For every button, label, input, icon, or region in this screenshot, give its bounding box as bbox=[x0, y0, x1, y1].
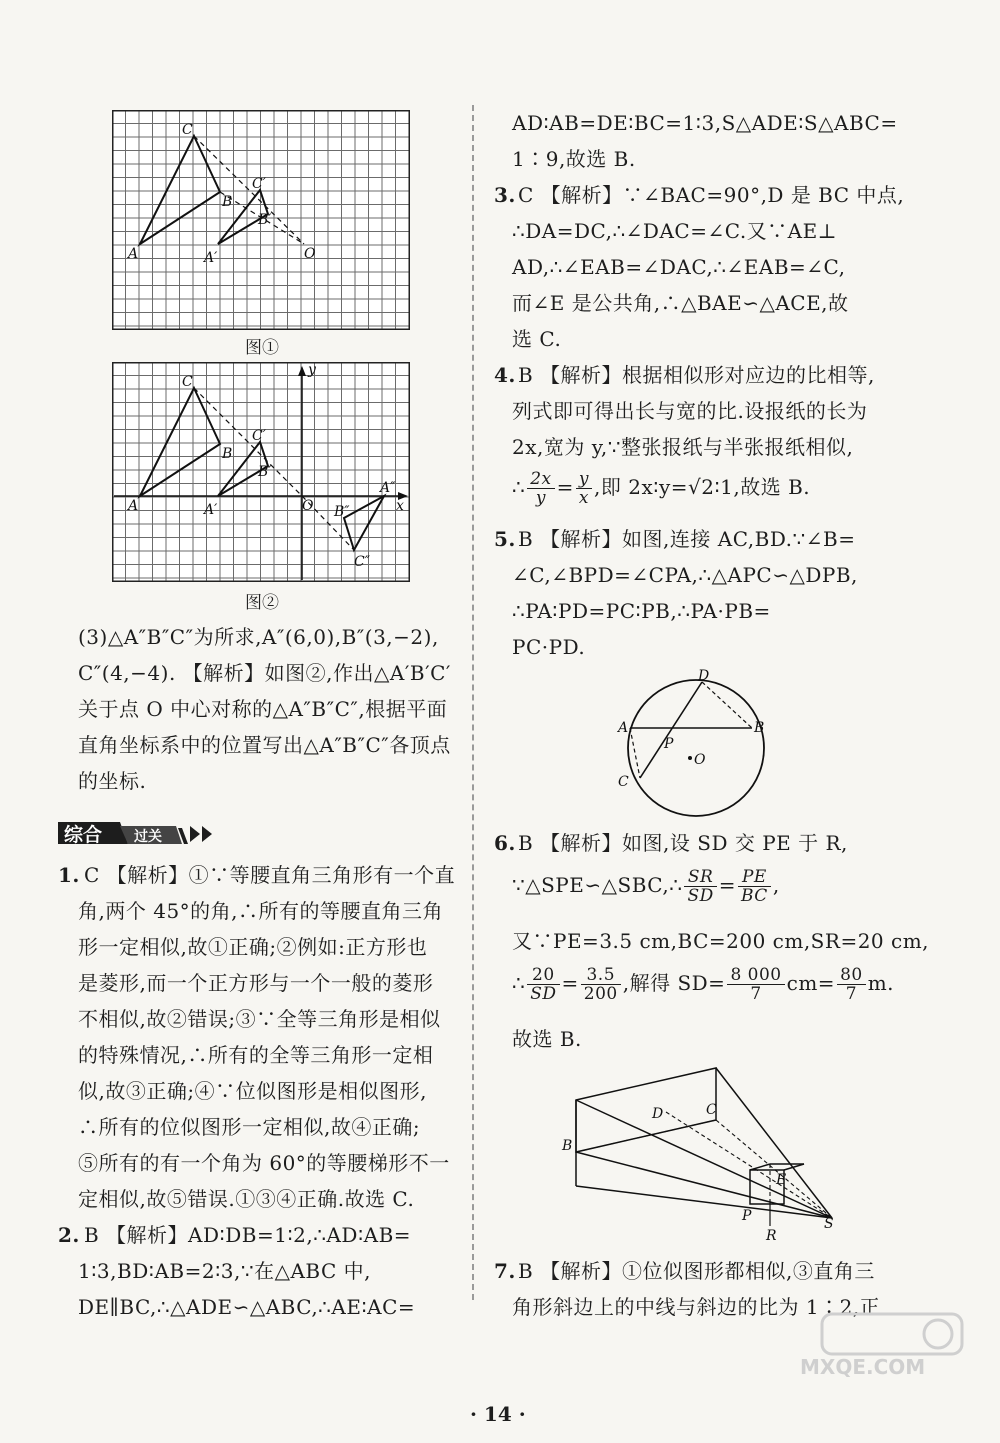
part3-line-2: C″(4,−4). 【解析】如图②,作出△A′B′C′ bbox=[78, 661, 451, 685]
part3-line-5: 的坐标. bbox=[78, 769, 147, 793]
fig1-label-C: C bbox=[182, 122, 193, 138]
q4-frac-suffix: ,即 2x∶y=√2∶1,故选 B. bbox=[594, 475, 811, 499]
q6-l4-frac1-den: SD bbox=[530, 984, 557, 1004]
q3-line-1: C 【解析】∵∠BAC=90°,D 是 BC 中点, bbox=[518, 183, 905, 207]
fig2-label-Adoubleprime: A″ bbox=[380, 480, 396, 496]
q4-frac2-numerator: y bbox=[576, 470, 592, 489]
q6-l4-mid2: cm= bbox=[786, 971, 836, 995]
figure-1-grid bbox=[112, 110, 410, 330]
q6-l4-fraction-1 bbox=[527, 966, 559, 1003]
q4-line-1: B 【解析】根据相似形对应边的比相等, bbox=[518, 363, 875, 387]
q3-line-5: 选 C. bbox=[512, 327, 562, 351]
q4-fraction-line bbox=[512, 470, 810, 507]
q2-line-2: 1∶3,BD∶AB=2∶3,∵在△ABC 中, bbox=[78, 1259, 371, 1283]
q3-line-2: ∴DA=DC,∴∠DAC=∠C.又∵AE⊥ bbox=[512, 219, 838, 243]
q7-line-1: B 【解析】①位似图形都相似,③直角三 bbox=[518, 1259, 875, 1283]
figure-2-caption: 图② bbox=[245, 593, 279, 613]
q6-line-1: B 【解析】如图,设 SD 交 PE 于 R, bbox=[518, 831, 848, 855]
circle-label-P: P bbox=[664, 736, 674, 752]
q6-line-4 bbox=[512, 966, 894, 1003]
q1-line-6: 的特殊情况,∴所有的全等三角形一定相 bbox=[78, 1043, 434, 1067]
prism-label-P: P bbox=[742, 1208, 752, 1224]
q6-line-5: 故选 B. bbox=[512, 1027, 582, 1051]
q6-l4-fraction-2 bbox=[581, 966, 621, 1003]
q6-l4-frac2-num: 3.5 bbox=[581, 966, 621, 985]
q6-l4-frac3-den: 7 bbox=[750, 984, 762, 1004]
column-divider bbox=[472, 105, 474, 1300]
watermark-text: MXQE.COM bbox=[800, 1355, 926, 1379]
q6-l4-mid: ,解得 SD= bbox=[622, 971, 726, 995]
fig2-label-A: A bbox=[128, 498, 139, 514]
q1-number: 1. bbox=[58, 863, 80, 887]
right-top-line-2: 1∶9,故选 B. bbox=[512, 147, 636, 171]
q2-number: 2. bbox=[58, 1223, 80, 1247]
q4-frac1-numerator: 2x bbox=[527, 470, 554, 489]
q1-line-3: 形一定相似,故①正确;②例如:正方形也 bbox=[78, 935, 428, 959]
q1-line-10: 定相似,故⑤错误.①③④正确.故选 C. bbox=[78, 1187, 415, 1211]
q6-l4-frac2-den: 200 bbox=[583, 984, 618, 1004]
q6-number: 6. bbox=[494, 831, 516, 855]
circle-label-B: B bbox=[754, 720, 765, 736]
q1-line-5: 不相似,故②错误;③∵全等三角形是相似 bbox=[78, 1007, 441, 1031]
q6-l2-frac2-num: PE bbox=[738, 868, 771, 887]
fig1-label-Bprime: B′ bbox=[258, 212, 272, 228]
q1-line-2: 角,两个 45°的角,∴所有的等腰直角三角 bbox=[78, 899, 444, 923]
prism-label-E: E bbox=[776, 1172, 787, 1188]
fig2-label-O: O bbox=[302, 498, 314, 514]
q4-fraction-1 bbox=[527, 470, 554, 507]
q4-fraction-2 bbox=[576, 470, 592, 507]
q7-line-2: 角形斜边上的中线与斜边的比为 1∶2,正 bbox=[512, 1295, 881, 1319]
q1-line-9: ⑤所有的有一个角为 60°的等腰梯形不一 bbox=[78, 1151, 450, 1175]
q6-l4-fraction-3 bbox=[727, 966, 784, 1003]
q6-l2-suffix: , bbox=[772, 873, 780, 897]
circle-label-D: D bbox=[698, 668, 710, 684]
fig2-label-x: x bbox=[396, 498, 404, 514]
fig2-label-Bprime: B′ bbox=[258, 464, 272, 480]
prism-figure bbox=[556, 1066, 856, 1246]
part3-line-1: (3)△A″B″C″为所求,A″(6,0),B″(3,−2), bbox=[78, 625, 439, 649]
q5-number: 5. bbox=[494, 527, 516, 551]
circle-label-A: A bbox=[618, 720, 629, 736]
fig1-label-A: A bbox=[128, 246, 139, 262]
fig2-label-y: y bbox=[308, 362, 316, 378]
q4-equals: = bbox=[556, 475, 574, 499]
fig2-label-B: B bbox=[222, 446, 233, 462]
q6-l2-fraction-2 bbox=[738, 868, 771, 905]
figure-2-grid bbox=[112, 362, 410, 582]
q6-l4-equals: = bbox=[561, 971, 579, 995]
q5-line-1: B 【解析】如图,连接 AC,BD.∵∠B= bbox=[518, 527, 856, 551]
prism-label-C: C bbox=[706, 1102, 717, 1118]
q6-l4-suffix: m. bbox=[867, 971, 895, 995]
q6-line-2 bbox=[512, 868, 780, 905]
q6-l2-prefix: ∵△SPE∽△SBC,∴ bbox=[512, 873, 683, 897]
q3-line-3: AD,∴∠EAB=∠DAC,∴∠EAB=∠C, bbox=[512, 255, 846, 279]
fig2-label-Cdoubleprime: C″ bbox=[354, 554, 370, 570]
right-top-line-1: AD∶AB=DE∶BC=1∶3,S△ADE∶S△ABC= bbox=[512, 111, 898, 135]
prism-label-D: D bbox=[652, 1106, 664, 1122]
fig2-label-C: C bbox=[182, 374, 193, 390]
q3-line-4: 而∠E 是公共角,∴△BAE∽△ACE,故 bbox=[512, 291, 849, 315]
q2-line-1: B 【解析】AD∶DB=1∶2,∴AD∶AB= bbox=[84, 1223, 412, 1247]
circle-figure bbox=[610, 668, 780, 818]
q1-line-8: ∴所有的位似图形一定相似,故④正确; bbox=[78, 1115, 421, 1139]
part3-line-4: 直角坐标系中的位置写出△A″B″C″各顶点 bbox=[78, 733, 451, 757]
q6-l2-frac1-den: SD bbox=[687, 886, 714, 906]
q5-line-2: ∠C,∠BPD=∠CPA,∴△APC∽△DPB, bbox=[512, 563, 858, 587]
part3-line-3: 关于点 O 中心对称的△A″B″C″,根据平面 bbox=[78, 697, 448, 721]
banner-main-text: 综合 bbox=[64, 824, 103, 846]
watermark-logo-icon bbox=[820, 1310, 970, 1360]
q6-l4-prefix: ∴ bbox=[512, 971, 526, 995]
prism-label-R: R bbox=[766, 1228, 777, 1244]
fig2-label-Cprime: C′ bbox=[252, 428, 266, 444]
fig1-label-O: O bbox=[304, 246, 316, 262]
q1-line-4: 是菱形,而一个正方形与一个一般的菱形 bbox=[78, 971, 434, 995]
q6-l4-frac1-num: 20 bbox=[527, 966, 559, 985]
banner-sub-text: 过关 bbox=[134, 829, 162, 845]
fig1-label-B: B bbox=[222, 194, 233, 210]
q3-number: 3. bbox=[494, 183, 516, 207]
q1-line-1: C 【解析】①∵等腰直角三角形有一个直 bbox=[84, 863, 456, 887]
q4-frac2-denominator: x bbox=[578, 488, 589, 508]
q4-line-2: 列式即可得出长与宽的比.设报纸的长为 bbox=[512, 399, 868, 423]
q6-line-3: 又∵PE=3.5 cm,BC=200 cm,SR=20 cm, bbox=[512, 929, 930, 953]
page-number: · 14 · bbox=[470, 1402, 526, 1426]
q4-frac-prefix: ∴ bbox=[512, 475, 526, 499]
q6-l4-fraction-4 bbox=[837, 966, 866, 1003]
fig1-label-Cprime: C′ bbox=[252, 176, 266, 192]
circle-label-O: O bbox=[694, 752, 706, 768]
figure-1-caption: 图① bbox=[245, 338, 279, 358]
q5-line-4: PC·PD. bbox=[512, 635, 586, 659]
circle-label-C: C bbox=[618, 774, 629, 790]
q6-l2-equals: = bbox=[718, 873, 736, 897]
q1-line-7: 似,故③正确;④∵位似图形是相似图形, bbox=[78, 1079, 427, 1103]
q7-number: 7. bbox=[494, 1259, 516, 1283]
q6-l4-frac4-num: 80 bbox=[837, 966, 866, 985]
q4-line-3: 2x,宽为 y,∵整张报纸与半张报纸相似, bbox=[512, 435, 854, 459]
q5-line-3: ∴PA∶PD=PC∶PB,∴PA·PB= bbox=[512, 599, 771, 623]
fig1-label-Aprime: A′ bbox=[204, 250, 218, 266]
prism-label-B: B bbox=[562, 1138, 573, 1154]
q6-l2-frac2-den: BC bbox=[741, 886, 768, 906]
prism-label-S: S bbox=[824, 1216, 834, 1232]
fig2-label-Aprime: A′ bbox=[204, 502, 218, 518]
q4-frac1-denominator: y bbox=[535, 488, 546, 508]
q6-l4-frac4-den: 7 bbox=[845, 984, 858, 1004]
q6-l2-frac1-num: SR bbox=[684, 868, 716, 887]
q6-l4-frac3-num: 8 000 bbox=[727, 966, 784, 985]
q4-number: 4. bbox=[494, 363, 516, 387]
q2-line-3: DE∥BC,∴△ADE∽△ABC,∴AE∶AC= bbox=[78, 1295, 416, 1319]
q6-l2-fraction-1 bbox=[684, 868, 716, 905]
section-banner bbox=[58, 818, 218, 848]
fig2-label-Bdoubleprime: B″ bbox=[334, 504, 350, 520]
